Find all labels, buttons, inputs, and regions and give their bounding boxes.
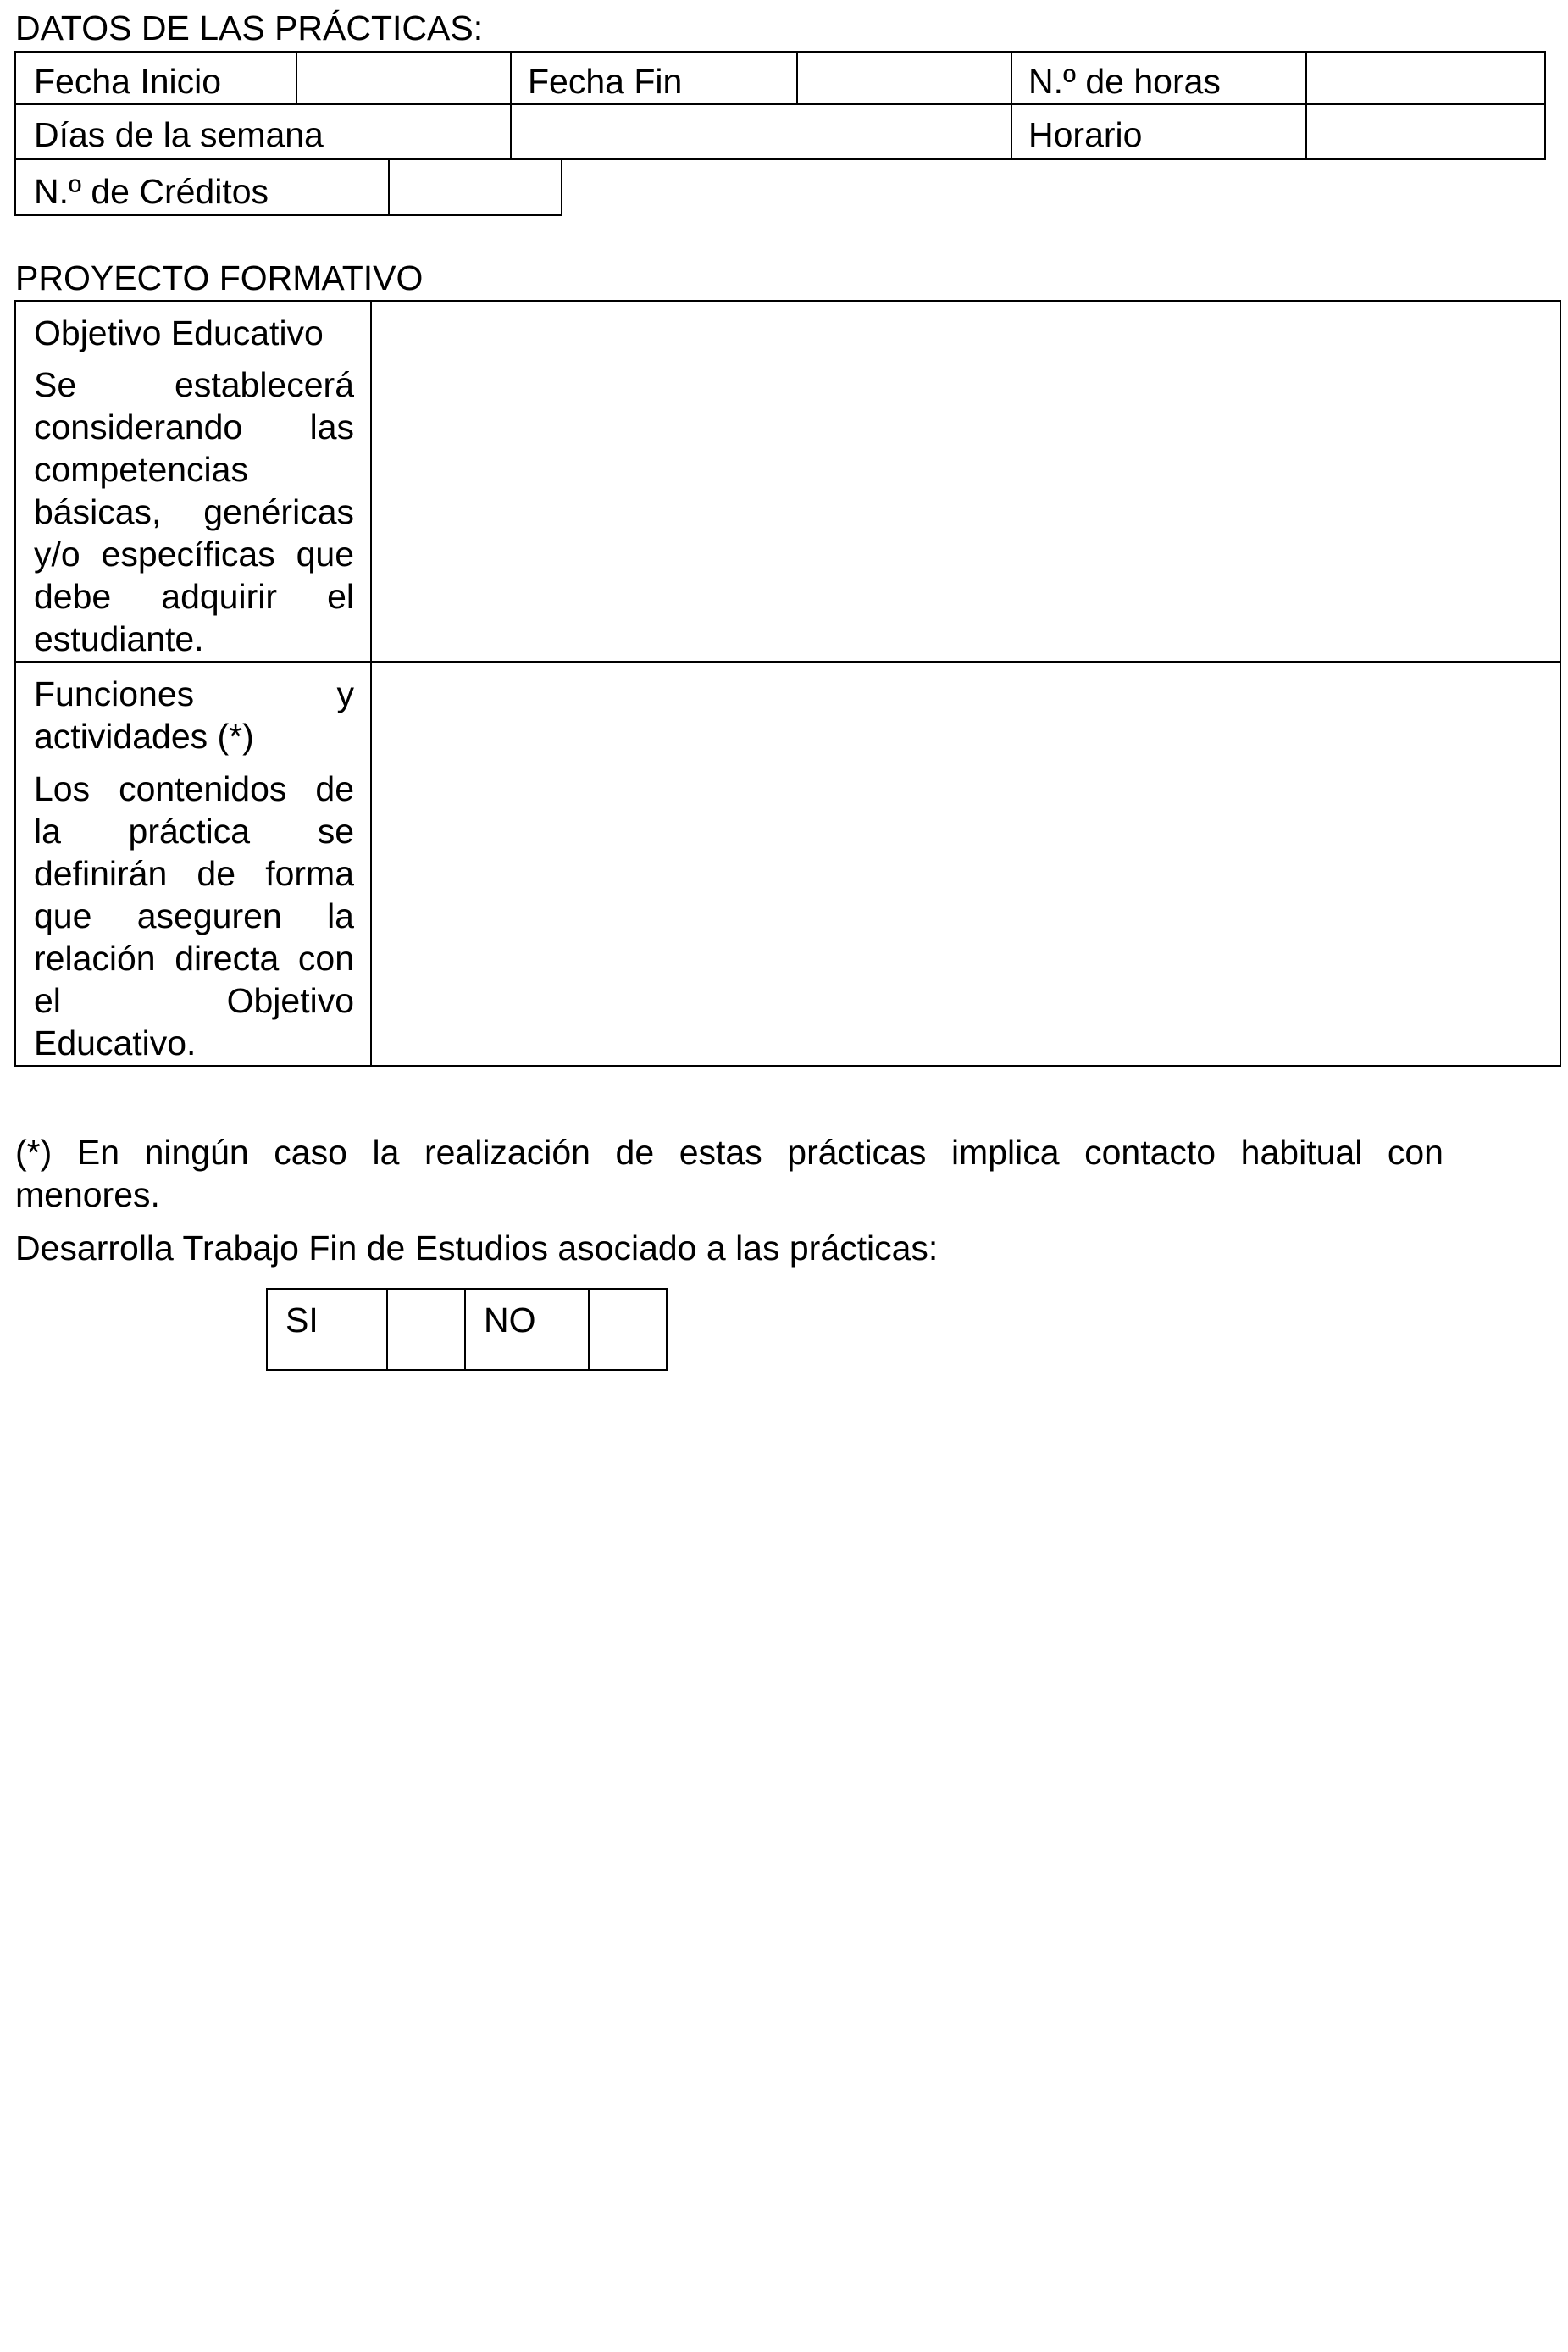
tfe-question: Desarrolla Trabajo Fin de Estudios asociado a las prácticas: (15, 1229, 939, 1268)
funciones-title (34, 673, 354, 757)
no-label: NO (484, 1301, 536, 1340)
objetivo-desc-line: competencias (34, 450, 248, 489)
row-divider (14, 103, 1546, 105)
column-divider (588, 1288, 590, 1371)
funciones-desc-line: la práctica se (34, 812, 354, 851)
column-divider (370, 300, 372, 1067)
objetivo-desc-line: Se establecerá (34, 365, 354, 404)
creditos-label: N.º de Créditos (34, 172, 269, 211)
column-divider (1305, 51, 1307, 160)
funciones-description (34, 768, 354, 1064)
column-divider (1011, 51, 1012, 160)
objetivo-desc-line: y/o específicas que (34, 535, 354, 574)
horas-label: N.º de horas (1028, 62, 1221, 101)
footnote (15, 1131, 1443, 1216)
row-divider (14, 661, 1561, 663)
objetivo-field[interactable] (383, 312, 1548, 651)
datos-heading: DATOS DE LAS PRÁCTICAS: (15, 8, 484, 47)
objetivo-description (34, 363, 354, 660)
column-divider (388, 158, 390, 216)
column-divider (796, 51, 798, 105)
no-checkbox[interactable] (591, 1291, 664, 1367)
funciones-desc-line: el Objetivo (34, 981, 354, 1020)
si-checkbox[interactable] (390, 1291, 463, 1367)
funciones-field[interactable] (383, 673, 1548, 1056)
column-divider (510, 51, 512, 160)
funciones-desc-line: definirán de forma (34, 854, 354, 893)
footnote-line: menores. (15, 1175, 160, 1214)
column-divider (296, 51, 297, 105)
funciones-title-line: Funciones y (34, 674, 354, 713)
funciones-desc-line: Los contenidos de (34, 769, 354, 808)
dias-label: Días de la semana (34, 115, 324, 154)
fecha-inicio-label: Fecha Inicio (34, 62, 222, 101)
si-label: SI (285, 1301, 319, 1340)
funciones-desc-line: relación directa con (34, 939, 354, 978)
proyecto-heading: PROYECTO FORMATIVO (15, 258, 424, 297)
objetivo-desc-line: básicas, genéricas (34, 492, 354, 531)
funciones-desc-line: que aseguren la (34, 896, 354, 935)
column-divider (464, 1288, 466, 1371)
objetivo-desc-line: debe adquirir el (34, 577, 354, 616)
footnote-line: (*) En ningún caso la realización de estas prácticas implica contacto habitual con (15, 1133, 1443, 1172)
column-divider (386, 1288, 388, 1371)
objetivo-desc-line: considerando las (34, 408, 354, 447)
horario-label: Horario (1028, 115, 1143, 154)
objetivo-title: Objetivo Educativo (34, 313, 324, 352)
funciones-title-line: actividades (*) (34, 717, 254, 756)
objetivo-desc-line: estudiante. (34, 619, 204, 658)
funciones-desc-line: Educativo. (34, 1023, 197, 1062)
fecha-fin-label: Fecha Fin (528, 62, 683, 101)
